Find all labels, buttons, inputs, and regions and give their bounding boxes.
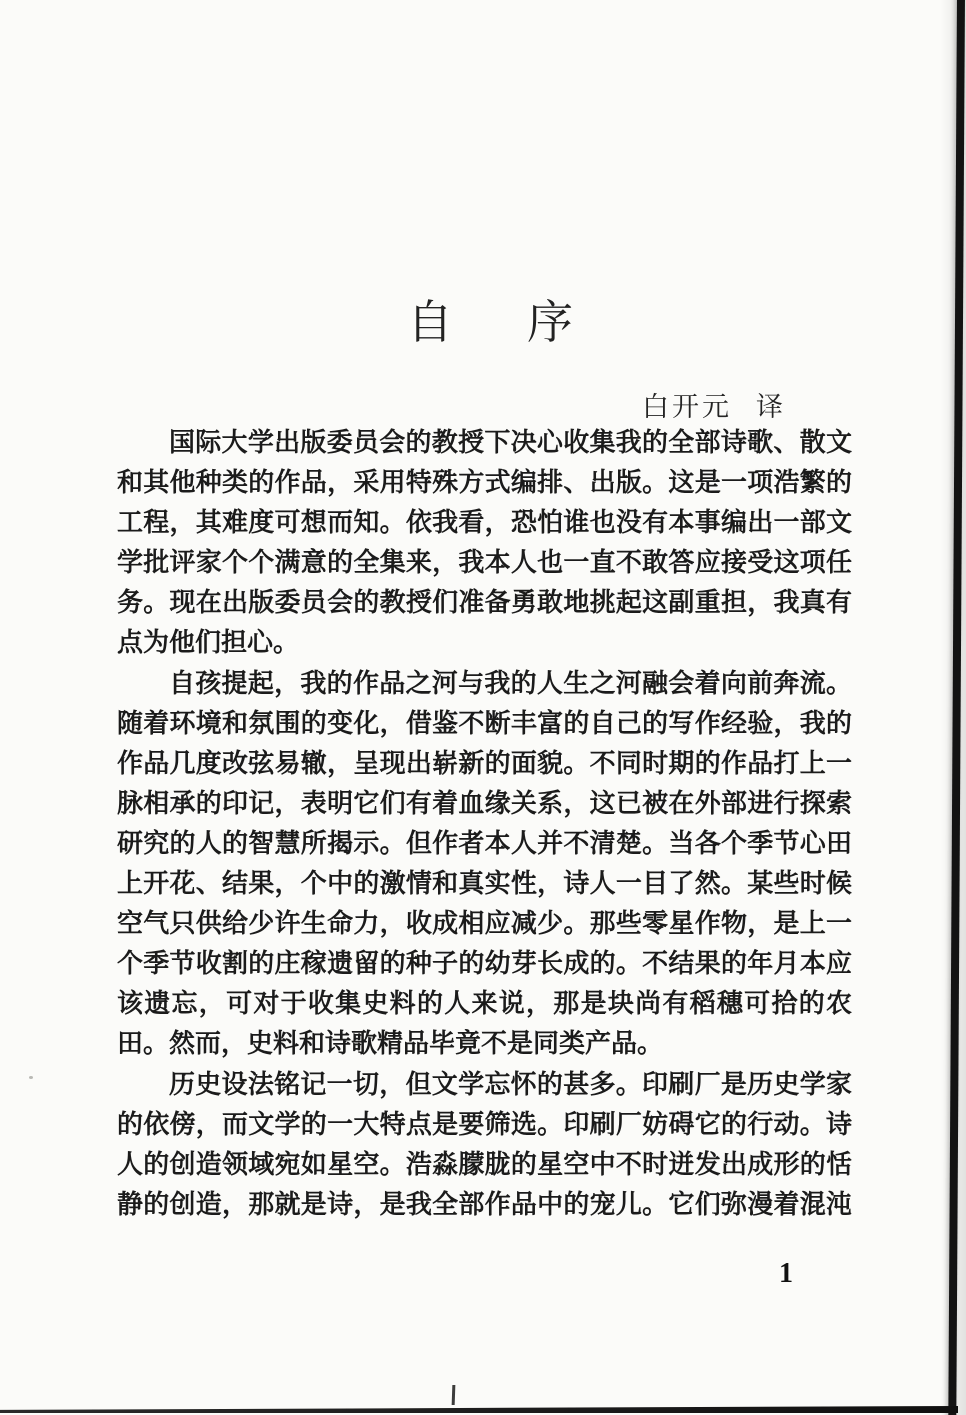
text-line: 脉相承的印记，表明它们有着血缘关系，这已被在外部进行探索 — [117, 788, 852, 818]
text-line: 国际大学出版委员会的教授下决心收集我的全部诗歌、散文 — [169, 428, 852, 457]
text-line: 研究的人的智慧所揭示。但作者本人并不清楚。当各个季节心田 — [117, 828, 852, 858]
text-line: 历史设法铭记一切，但文学忘怀的甚多。印刷厂是历史学家 — [169, 1069, 852, 1099]
text-line: 的依傍，而文学的一大特点是要筛选。印刷厂妨碍它的行动。诗 — [117, 1109, 852, 1139]
translator-name: 白开元 — [642, 392, 732, 422]
text-line: 作品几度改弦易辙，呈现出崭新的面貌。不同时期的作品打上一 — [117, 748, 852, 778]
text-line: 上开花、结果，个中的激情和真实性，诗人一目了然。某些时候 — [117, 869, 852, 899]
text-line: 随着环境和氛围的变化，借鉴不断丰富的自己的写作经验，我的 — [117, 708, 852, 738]
text-line: 学批评家个个满意的全集来，我本人也一直不敢答应接受这项任 — [117, 548, 852, 578]
scan-edge-bottom-line — [0, 1406, 958, 1413]
text-line: 和其他种类的作品，采用特殊方式编排、出版。这是一项浩繁的 — [117, 468, 852, 498]
text-line: 空气只供给少许生命力，收成相应减少。那些零星作物，是上一 — [117, 909, 852, 939]
scan-artifact-dot — [29, 1076, 33, 1079]
text-line: 点为他们担心。 — [117, 628, 300, 658]
title-char-1: 自 — [407, 297, 453, 348]
text-line: 工程，其难度可想而知。依我看，恐怕谁也没有本事编出一部文 — [117, 508, 852, 538]
scan-artifact-mark — [452, 1385, 456, 1405]
scan-edge-right-strip — [948, 0, 965, 1415]
text-line: 个季节收割的庄稼遗留的种子的幼芽长成的。不结果的年月本应 — [117, 949, 852, 979]
text-line: 田。然而，史料和诗歌精品毕竟不是同类产品。 — [117, 1029, 664, 1059]
page-number: 1 — [779, 1258, 793, 1289]
text-line: 自孩提起，我的作品之河与我的人生之河融会着向前奔流。 — [169, 668, 852, 698]
text-line: 该遗忘，可对于收集史料的人来说，那是块尚有稻穗可拾的农 — [117, 989, 852, 1019]
translator-role: 译 — [756, 392, 786, 422]
byline — [642, 385, 786, 424]
text-line: 人的创造领域宛如星空。浩淼朦胧的星空中不时迸发出成形的恬 — [117, 1149, 852, 1179]
body-text — [117, 423, 852, 1225]
text-line: 静的创造，那就是诗，是我全部作品中的宠儿。它们弥漫着混沌 — [117, 1189, 852, 1219]
page-title — [7, 297, 966, 349]
text-line: 务。现在出版委员会的教授们准备勇敢地挑起这副重担，我真有 — [117, 588, 852, 618]
title-char-2: 序 — [527, 297, 573, 348]
